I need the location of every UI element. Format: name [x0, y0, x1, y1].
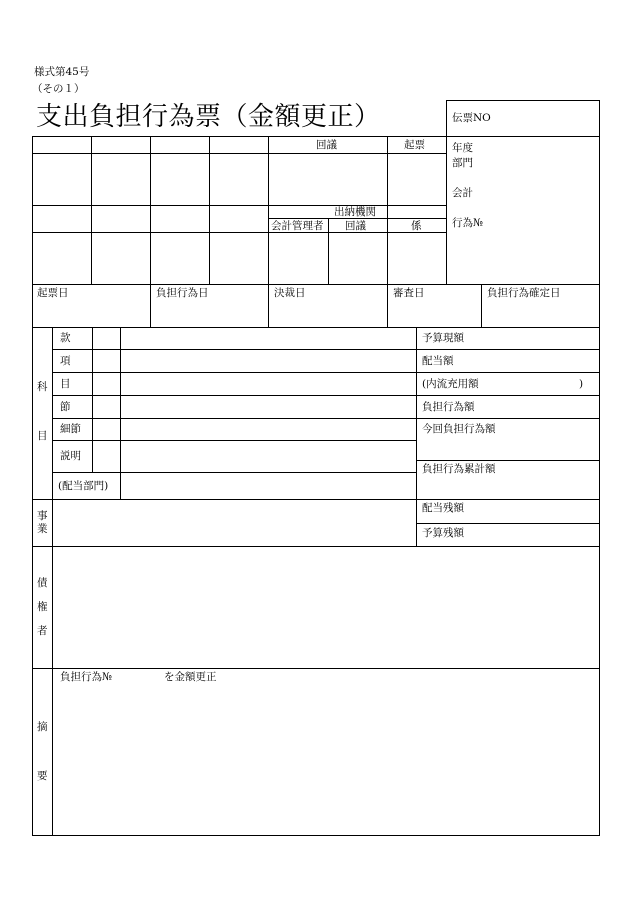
kamoku-label-2: 目 — [37, 430, 48, 442]
konkai-futan-label: 今回負担行為額 — [422, 423, 496, 435]
kaigi-label: 回議 — [316, 139, 337, 151]
jigyo-label-2: 業 — [37, 523, 48, 535]
futan-koui-gaku-label: 負担行為額 — [422, 401, 475, 413]
kamoku-row-saisetsu: 細節 — [60, 423, 81, 435]
kamoku-label-1: 科 — [37, 381, 48, 393]
page-title: 支出負担行為票（金額更正） — [36, 102, 381, 132]
nairyu-close: ) — [579, 378, 584, 390]
form-number: 様式第45号 — [34, 66, 90, 78]
kaikei-label: 会計 — [452, 187, 473, 199]
koui-no-label: 行為№ — [452, 217, 483, 229]
kamoku-row-moku: 目 — [60, 378, 71, 390]
kamoku-row-kan: 款 — [60, 332, 71, 344]
kamoku-row-setsumei: 説明 — [60, 450, 81, 462]
denpyo-no-label: 伝票NO — [452, 112, 491, 124]
kingaku-kousei-text: を金額更正 — [164, 671, 217, 683]
saikensha-label-3: 者 — [37, 625, 48, 637]
yosan-gengaku-label: 予算現額 — [422, 332, 464, 344]
saikensha-label-1: 債 — [37, 577, 48, 589]
tekiyo-label-2: 要 — [37, 770, 48, 782]
form-subnumber: （その１） — [32, 83, 85, 95]
haito-gaku-label: 配当額 — [422, 355, 454, 367]
nendo-label: 年度 — [452, 142, 473, 154]
tekiyo-label-1: 摘 — [37, 721, 48, 733]
suitou-kikan-label: 出納機関 — [334, 206, 376, 218]
bumon-label: 部門 — [452, 157, 473, 169]
kamoku-row-setsu: 節 — [60, 401, 71, 413]
nairyu-label: (内流充用額 — [422, 378, 479, 390]
kaigi2-label: 回議 — [345, 220, 366, 232]
kihyo-bi-label: 起票日 — [37, 287, 69, 299]
kamoku-row-kou: 項 — [60, 355, 71, 367]
futan-ruikei-label: 負担行為累計額 — [422, 463, 496, 475]
futan-koui-bi-label: 負担行為日 — [156, 287, 209, 299]
haito-zangaku-label: 配当残額 — [422, 502, 464, 514]
kaikei-kanrisha-label: 会計管理者 — [271, 220, 324, 232]
yosan-zangaku-label: 予算残額 — [422, 527, 464, 539]
haito-bumon-label: (配当部門) — [58, 480, 109, 492]
futan-no-text: 負担行為№ — [60, 671, 112, 683]
kihyo-label: 起票 — [404, 139, 425, 151]
saikensha-label-2: 権 — [37, 601, 48, 613]
jigyo-label-1: 事 — [37, 510, 48, 522]
kessai-bi-label: 決裁日 — [274, 287, 306, 299]
futan-koui-kakutei-bi-label: 負担行為確定日 — [487, 287, 561, 299]
kakari-label: 係 — [411, 220, 422, 232]
shinsa-bi-label: 審査日 — [393, 287, 425, 299]
